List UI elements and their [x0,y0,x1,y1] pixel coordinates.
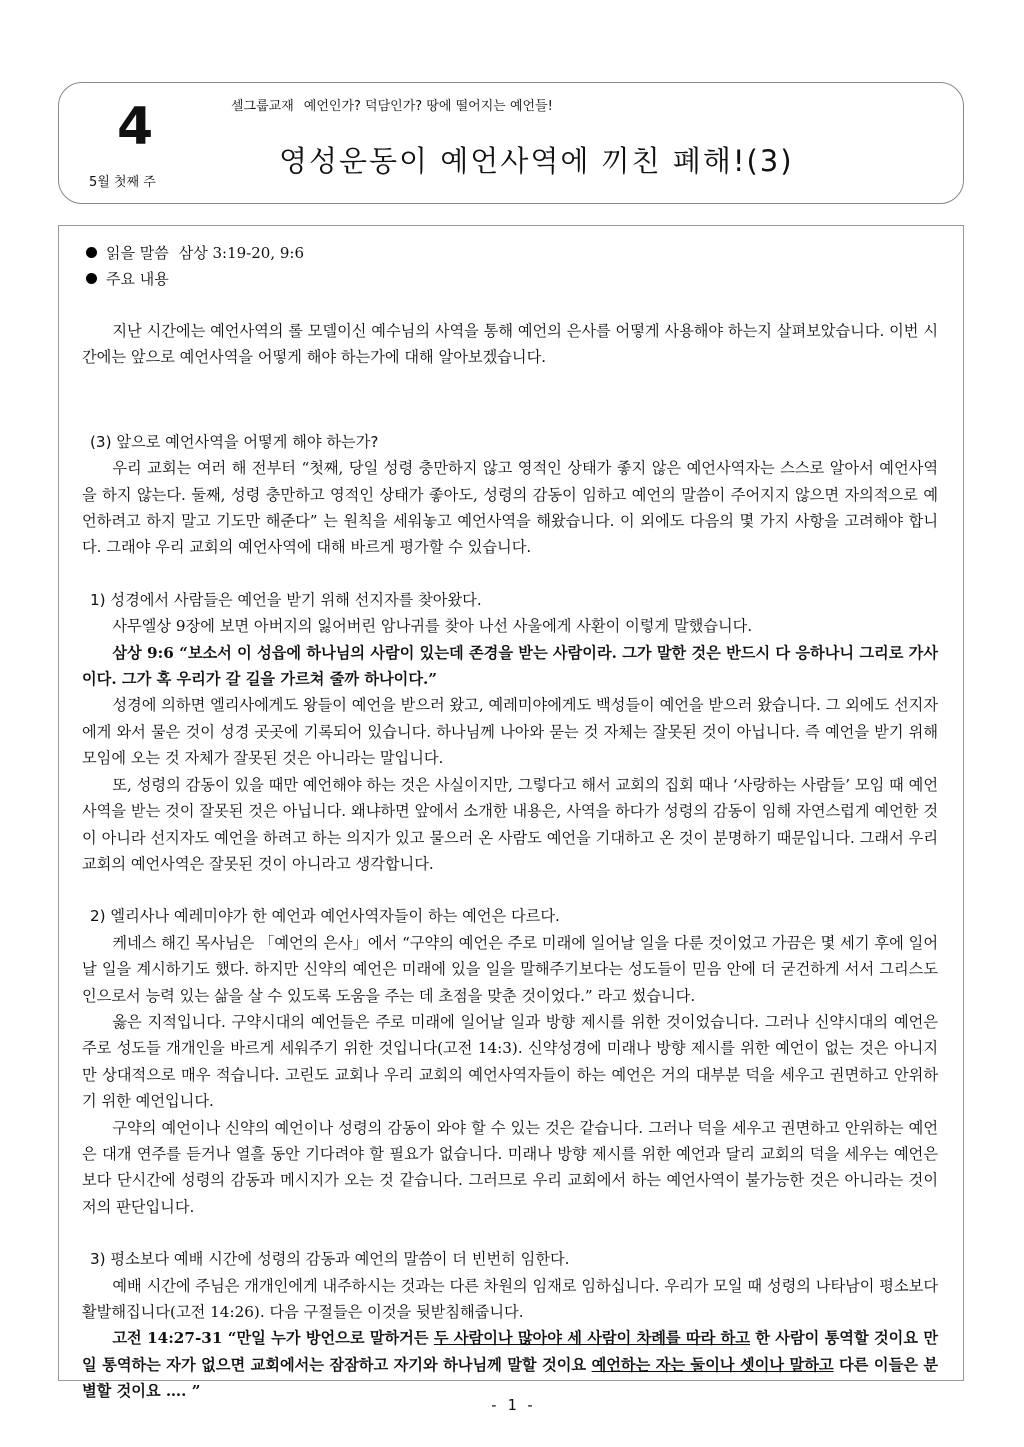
section-heading: (3) 앞으로 예언사역을 어떻게 해야 하는가? [90,432,379,451]
scripture-ref: 고전 14:27-31 [112,1329,223,1348]
bullet-icon [86,273,97,284]
point1-paragraph: 사무엘상 9장에 보면 아버지의 잃어버린 암나귀를 찾아 나선 사울에게 사환이 이렇게 말했습니다. [112,617,753,636]
point3-paragraph: 예배 시간에 주님은 개개인에게 내주하시는 것과는 다른 차원의 임재로 임하십니다. 우리가 모일 때 성령의 나타남이 평소보다 활발해집니다(고전 14:26). 다음 구절들은 이것을 뒷받침해줍니다. [82,1276,938,1321]
scripture-underlined: 두 사람이나 많아야 세 사람이 차례를 따라 하고 [433,1329,750,1348]
scripture-text: “보소서 이 성읍에 하나님의 사람이 있는데 존경을 받는 사람이라. 그가 말한 것은 반드시 다 응하나니 그리로 가사이다. 그가 혹 우리가 갈 길을 가르쳐 줄까 하나이다.” [82,643,938,689]
page-number: - 1 - [489,1396,535,1414]
reading-label: 읽을 말씀 [106,244,169,262]
point2-paragraph: 옳은 지적입니다. 구약시대의 예언들은 주로 미래에 일어날 일과 방향 제시를 위한 것이었습니다. 그러나 신약시대의 예언은 주로 성도들 개개인을 바르게 세워주기 위한 것입니다(고전 14:3). 신약성경에 미래나 방향 제시를 위한 예언이 없는 것은 아니지만 상대적으로 매우 적습니다. 고린도 교회나 우리 교회의 예언사역자들이 하는 예언은 거의 대부분 덕을 세우고 권면하고 안위하기 위한 예언입니다. [82,1012,938,1111]
point1-heading: 1) 성경에서 사람들은 예언을 받기 위해 선지자를 찾아왔다. [90,590,482,609]
section-paragraph: 우리 교회는 여러 해 전부터 “첫째, 당일 성령 충만하지 않고 영적인 상태가 좋지 않은 예언사역자는 스스로 알아서 예언사역을 하지 않는다. 둘째, 성령 충만하고 영적인 상태가 좋아도, 성령의 감동이 임하고 예언의 말씀이 주어지지 않으면 자의적으로 예언하려고 하지 말고 기도만 해준다” 는 원칙을 세워놓고 예언사역을 해왔습니다. 이 외에도 다음의 몇 가지 사항을 고려해야 합니다. 그래야 우리 교회의 예언사역에 대해 바르게 평가할 수 있습니다. [82,459,938,557]
reading-value: 삼상 3:19-20, 9:6 [178,244,304,262]
week-label: 5월 첫째 주 [89,175,156,190]
reading-row [82,240,938,266]
lesson-number: 4 [117,97,154,157]
scripture-text: 한 사람이 통역할 것이요 만일 통역하는 자가 없으면 교회에서는 잠잠하고 자기와 하나님께 말할 것이요 [82,1329,938,1374]
point2-paragraph: 케네스 해긴 목사님은 「예언의 은사」에서 “구약의 예언은 주로 미래에 일어날 일을 다룬 것이었고 가끔은 몇 세기 후에 일어날 일을 계시하기도 했다. 하지만 신약의 예언은 미래에 있을 일을 말해주기보다는 성도들이 믿음 안에 더 굳건하게 서서 그리스도인으로서 능력 있는 삶을 살 수 있도록 도움을 주는 데 초점을 맞춘 것이었다.” 라고 썼습니다. [82,933,938,1005]
content-box [58,225,964,1401]
page-title: 영성운동이 예언사역에 끼친 폐해!(3) [279,144,794,178]
lesson-header [58,82,964,204]
series-title: 예언인가? 덕담인가? 땅에 떨어지는 예언들! [303,99,553,114]
point1-paragraph: 또, 성령의 감동이 있을 때만 예언해야 하는 것은 사실이지만, 그렇다고 해서 교회의 집회 때나 ‘사랑하는 사람들’ 모임 때 예언사역을 받는 것이 잘못된 것은 아닙니다. 왜냐하면 앞에서 소개한 내용은, 사역을 하다가 성령의 감동이 임해 자연스럽게 예언한 것이 아니라 선지자도 예언을 하려고 하는 의지가 있고 물으러 온 사람도 예언을 기대하고 온 것이 분명하기 때문입니다. 그래서 우리 교회의 예언사역은 잘못된 것이 아니라고 생각합니다. [82,775,938,873]
series-label: 셀그룹교재 [231,99,294,114]
lesson-content [82,240,938,1405]
point2-heading: 2) 엘리사나 예레미야가 한 예언과 예언사역자들이 하는 예언은 다르다. [90,907,560,926]
content-row [82,266,938,292]
scripture-text: “만일 누가 방언으로 말하거든 [227,1329,434,1348]
point1-paragraph: 성경에 의하면 엘리사에게도 왕들이 예언을 받으러 왔고, 예레미야에게도 백성들이 예언을 받으러 왔습니다. 그 외에도 선지자에게 와서 물은 것이 성경 곳곳에 기록되어 있습니다. 하나님께 나아와 묻는 것 자체는 잘못된 것이 아닙니다. 즉 예언을 받기 위해 모임에 오는 것 자체가 잘못된 것은 아니라는 말입니다. [82,696,938,768]
point2-paragraph: 구약의 예언이나 신약의 예언이나 성령의 감동이 와야 할 수 있는 것은 같습니다. 그러나 덕을 세우고 권면하고 안위하는 예언은 대개 연주를 듣거나 열흘 동안 기다려야 할 필요가 없습니다. 미래나 방향 제시를 위한 예언과 달리 교회의 덕을 세우는 예언은 보다 단시간에 성령의 감동과 메시지가 오는 것 같습니다. 그러므로 우리 교회에서 하는 예언사역이 불가능한 것은 아니라는 것이 저의 판단입니다. [82,1118,938,1216]
scripture-ref: 삼상 9:6 [112,643,174,662]
point3-heading: 3) 평소보다 예배 시간에 성령의 감동과 예언의 말씀이 더 빈번히 임한다. [90,1250,570,1269]
scripture-underlined: 예언하는 자는 둘이나 셋이나 말하고 [591,1355,834,1374]
point1-scripture [82,640,938,693]
scripture-text: 다른 이들은 분별할 것이요 …. ” [82,1355,939,1401]
content-label: 주요 내용 [106,270,169,288]
bullet-icon [86,247,97,258]
intro-paragraph: 지난 시간에는 예언사역의 롤 모델이신 예수님의 사역을 통해 예언의 은사를 어떻게 사용해야 하는지 살펴보았습니다. 이번 시간에는 앞으로 예언사역을 어떻게 해야 하는가에 대해 알아보겠습니다. [82,322,938,367]
point3-scripture [82,1325,938,1404]
series-subtitle [231,95,553,114]
